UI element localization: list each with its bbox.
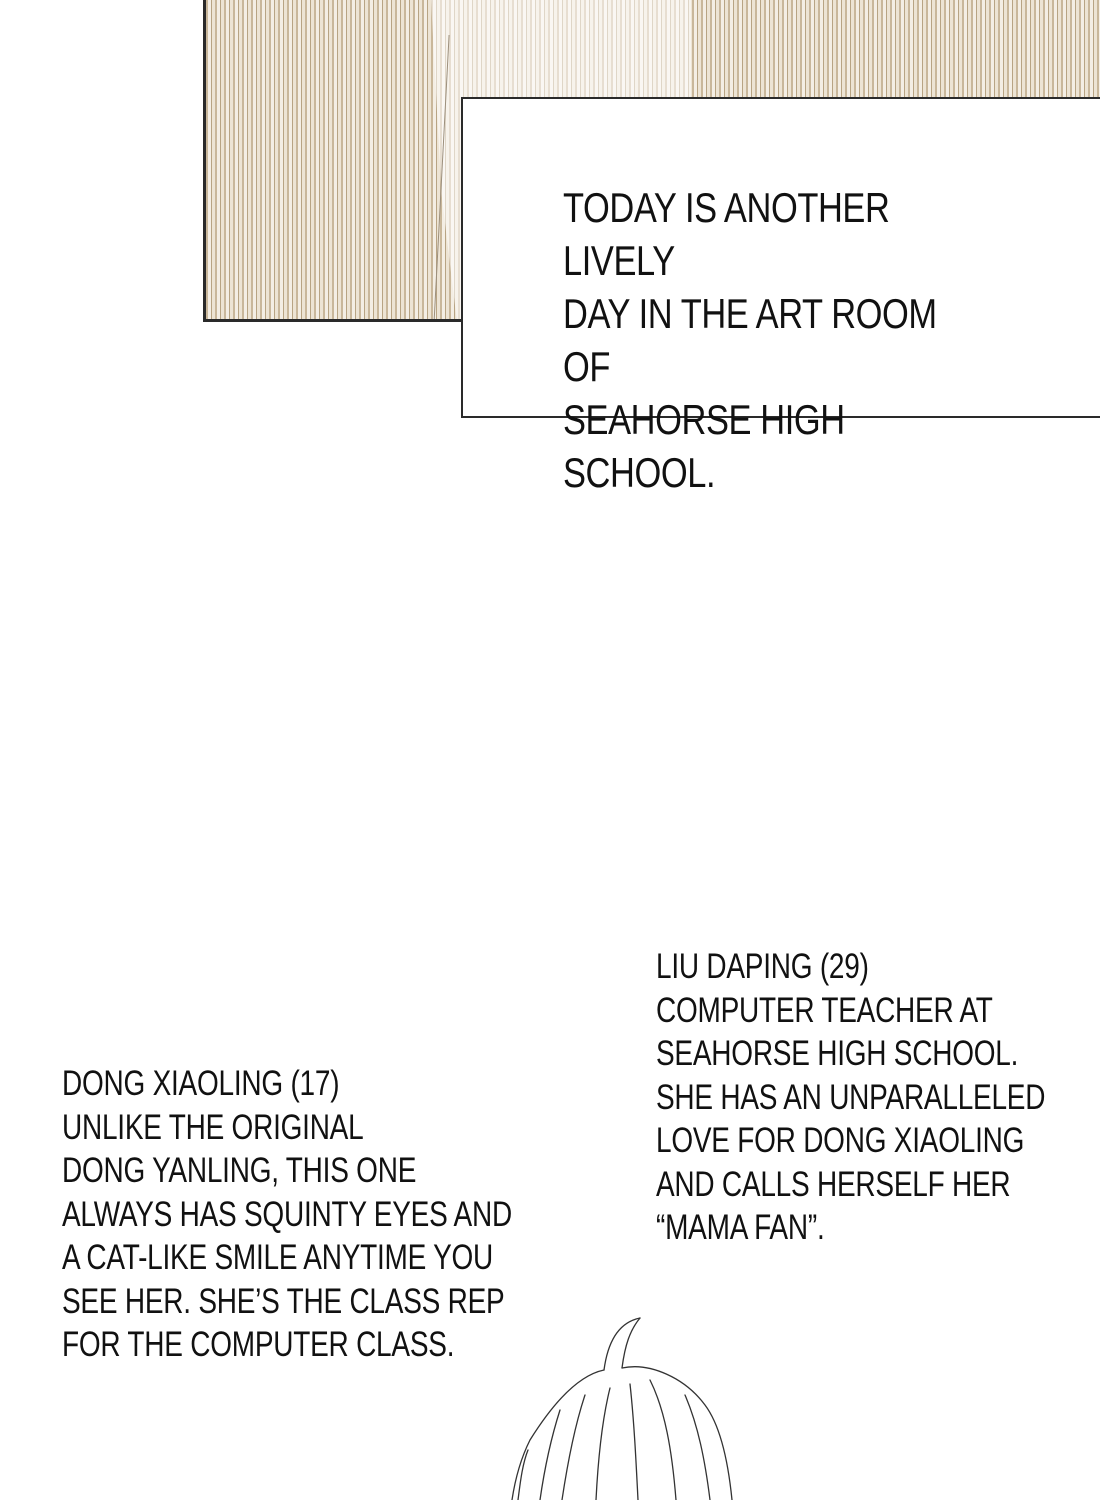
- character-hair-sketch: [500, 1300, 760, 1500]
- narration-caption-box: [461, 97, 1100, 496]
- character-bio-dong-xiaoling: DONG XIAOLING (17) UNLIKE THE ORIGINAL DONG YANLING, THIS ONE ALWAYS HAS SQUINTY EYES AND A CAT-LIKE SMILE ANYTIME YOU SEE HER. SHE’S THE CLASS REP FOR THE COMPUTER CLASS.: [62, 1064, 512, 1364]
- narration-caption-text: TODAY IS ANOTHER LIVELY DAY IN THE ART ROOM OF SEAHORSE HIGH SCHOOL.: [563, 184, 937, 496]
- character-bio-liu-daping: LIU DAPING (29) COMPUTER TEACHER AT SEAHORSE HIGH SCHOOL. SHE HAS AN UNPARALLELED LOVE FOR DONG XIAOLING AND CALLS HERSELF HER “MAMA FAN”.: [656, 947, 1046, 1247]
